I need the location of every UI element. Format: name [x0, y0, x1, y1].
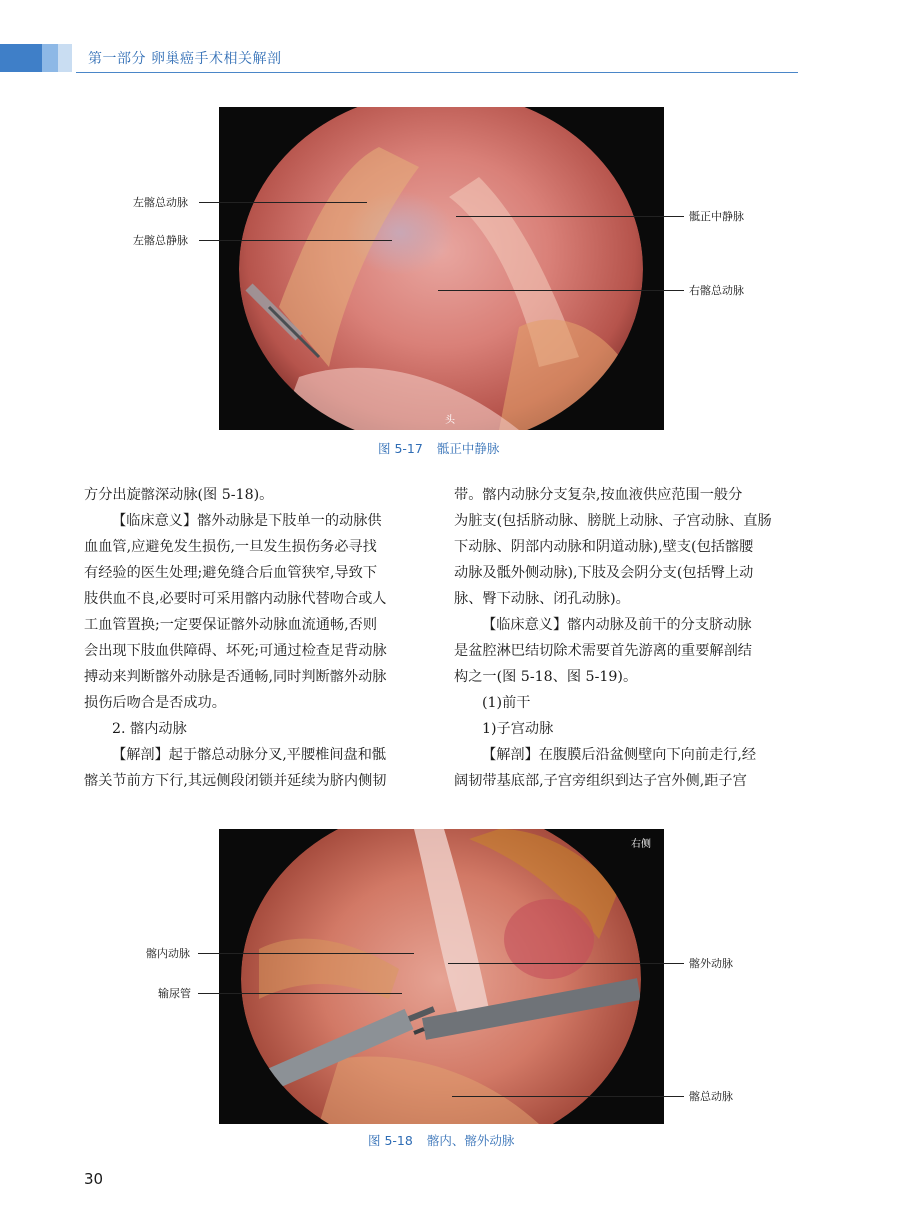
- label-common-iliac-artery: 髂总动脉: [689, 1090, 733, 1103]
- caption-number: 图 5-18: [368, 1133, 413, 1148]
- header-accent-bar-lighter: [58, 44, 72, 72]
- leader-line-right-common-iliac-artery: [438, 290, 684, 291]
- label-ureter: 输尿管: [158, 987, 191, 1000]
- paragraph-line: 【解剖】在腹膜后沿盆侧壁向下向前走行,经: [482, 747, 757, 763]
- header-rule: [76, 72, 798, 73]
- paragraph-line: 带。髂内动脉分支复杂,按血液供应范围一般分: [454, 487, 743, 503]
- leader-line-left-common-iliac-artery: [199, 202, 367, 203]
- caption-text: 骶正中静脉: [436, 441, 500, 456]
- paragraph-line: 为脏支(包括脐动脉、膀胱上动脉、子宫动脉、直肠: [454, 513, 772, 529]
- paragraph-line: 【临床意义】髂外动脉是下肢单一的动脉供: [112, 513, 382, 529]
- label-left-common-iliac-artery: 左髂总动脉: [133, 196, 188, 209]
- label-internal-iliac-artery: 髂内动脉: [146, 947, 190, 960]
- text-column-right: [454, 482, 804, 794]
- subsection-heading: 1)子宫动脉: [482, 721, 554, 737]
- laparoscopic-view-iliac-arteries: [219, 829, 664, 1124]
- leader-line-internal-iliac-artery: [198, 953, 414, 954]
- paragraph-line: 血血管,应避免发生损伤,一旦发生损伤务必寻找: [84, 539, 377, 555]
- caption-number: 图 5-17: [378, 441, 423, 456]
- caption-text: 髂内、髂外动脉: [426, 1133, 515, 1148]
- running-header-title: 第一部分 卵巢癌手术相关解剖: [88, 51, 282, 67]
- paragraph-line: 肢供血不良,必要时可采用髂内动脉代替吻合或人: [84, 591, 387, 607]
- leader-line-external-iliac-artery: [448, 963, 684, 964]
- subsection-heading: (1)前干: [482, 695, 531, 711]
- leader-line-common-iliac-artery: [452, 1096, 684, 1097]
- paragraph-line: 是盆腔淋巴结切除术需要首先游离的重要解剖结: [454, 643, 752, 659]
- section-heading: 2. 髂内动脉: [112, 721, 187, 737]
- paragraph-line: 搏动来判断髂外动脉是否通畅,同时判断髂外动脉: [84, 669, 387, 685]
- paragraph-line: 阔韧带基底部,子宫旁组织到达子宫外侧,距子宫: [454, 773, 747, 789]
- paragraph-line: 髂关节前方下行,其远侧段闭锁并延续为脐内侧韧: [84, 773, 387, 789]
- paragraph-line: 有经验的医生处理;避免缝合后血管狭窄,导致下: [84, 565, 378, 581]
- orientation-label-right-side: 右侧: [631, 839, 651, 850]
- paragraph-line: 构之一(图 5-18、图 5-19)。: [454, 669, 638, 685]
- label-right-common-iliac-artery: 右髂总动脉: [689, 284, 744, 297]
- paragraph-line: 【解剖】起于髂总动脉分叉,平腰椎间盘和骶: [112, 747, 387, 763]
- figure-5-18-caption: [368, 1131, 514, 1149]
- paragraph-line: 下动脉、阴部内动脉和阴道动脉),壁支(包括髂腰: [454, 539, 754, 555]
- label-external-iliac-artery: 髂外动脉: [689, 957, 733, 970]
- page-number: 30: [84, 1170, 104, 1188]
- paragraph-line: 动脉及骶外侧动脉),下肢及会阴分支(包括臀上动: [454, 565, 754, 581]
- text-column-left: [84, 482, 434, 794]
- leader-line-median-sacral-vein: [456, 216, 684, 217]
- figure-5-17-image: [219, 107, 664, 430]
- leader-line-left-common-iliac-vein: [199, 240, 392, 241]
- paragraph-line: 损伤后吻合是否成功。: [84, 695, 226, 711]
- label-median-sacral-vein: 骶正中静脉: [689, 210, 744, 223]
- label-left-common-iliac-vein: 左髂总静脉: [133, 234, 188, 247]
- figure-5-17-caption: [378, 439, 499, 457]
- paragraph-line: 方分出旋髂深动脉(图 5-18)。: [84, 487, 274, 503]
- header-accent-bar-light: [42, 44, 58, 72]
- leader-line-ureter: [198, 993, 402, 994]
- paragraph-line: 脉、臀下动脉、闭孔动脉)。: [454, 591, 630, 607]
- orientation-label-head: 头: [445, 415, 455, 426]
- figure-5-18-image: [219, 829, 664, 1124]
- paragraph-line: 【临床意义】髂内动脉及前干的分支脐动脉: [482, 617, 752, 633]
- paragraph-line: 工血管置换;一定要保证髂外动脉血流通畅,否则: [84, 617, 378, 633]
- laparoscopic-view-median-sacral-vein: [219, 107, 664, 430]
- paragraph-line: 会出现下肢血供障碍、坏死;可通过检查足背动脉: [84, 643, 387, 659]
- header-accent-bar: [0, 44, 42, 72]
